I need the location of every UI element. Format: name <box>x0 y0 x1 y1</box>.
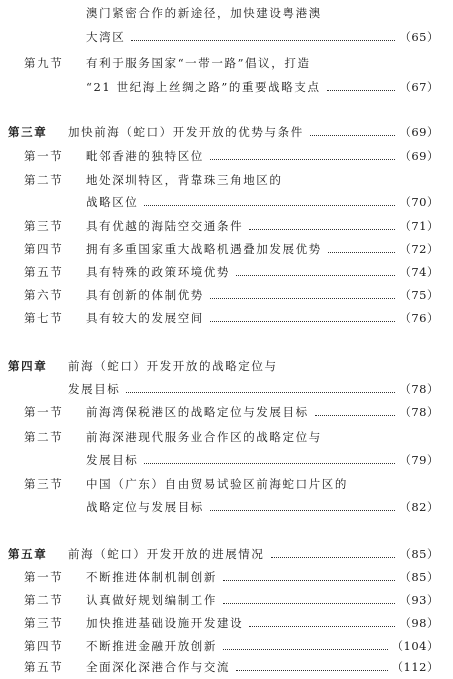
toc-entry-title: 具有特殊的政策环境优势 <box>86 265 231 279</box>
dot-leader <box>210 297 395 299</box>
toc-entry-title: 具有较大的发展空间 <box>86 311 204 325</box>
toc-chapter-line <box>8 123 439 141</box>
toc-section-number: 第二节 <box>24 593 64 607</box>
toc-section-number: 第三节 <box>24 219 64 233</box>
toc-entry-title: 全面深化深港合作与交流 <box>86 660 231 674</box>
toc-page-number: （69） <box>399 149 439 163</box>
toc-line <box>86 28 439 46</box>
toc-page-number: （82） <box>399 500 439 514</box>
toc-section-number: 第四节 <box>24 639 64 653</box>
dot-leader <box>131 39 395 41</box>
toc-entry-title: 前海（蛇口）开发开放的战略定位与 <box>68 359 278 373</box>
toc-page-number: （69） <box>399 125 439 139</box>
toc-section-number: 第五节 <box>24 265 64 279</box>
toc-chapter-line <box>8 357 439 375</box>
toc-section-number: 第二节 <box>24 430 64 444</box>
toc-section-number: 第六节 <box>24 288 64 302</box>
toc-entry-title: “21 世纪海上丝绸之路”的重要战略支点 <box>86 80 321 94</box>
toc-entry-title: 中国（广东）自由贸易试验区前海蛇口片区的 <box>86 477 348 491</box>
toc-page-number: （93） <box>399 593 439 607</box>
toc-entry-title: 前海深港现代服务业合作区的战略定位与 <box>86 430 322 444</box>
dot-leader <box>327 89 396 91</box>
toc-line <box>86 451 439 469</box>
dot-leader <box>210 158 395 160</box>
dot-leader <box>210 509 395 511</box>
toc-page-number: （78） <box>399 405 439 419</box>
toc-entry-title: 战略定位与发展目标 <box>86 500 204 514</box>
toc-page-number: （112） <box>391 660 439 674</box>
toc-entry-title: 地处深圳特区，背靠珠三角地区的 <box>86 173 283 187</box>
toc-entry-title: 不断推进体制机制创新 <box>86 570 217 584</box>
toc-page-number: （76） <box>399 311 439 325</box>
toc-line <box>24 658 439 676</box>
dot-leader <box>315 414 396 416</box>
dot-leader <box>144 204 395 206</box>
toc-line <box>86 498 439 516</box>
toc-entry-title: 大湾区 <box>86 30 126 44</box>
toc-chapter-number: 第五章 <box>8 547 48 561</box>
toc-entry-title: 发展目标 <box>68 382 121 396</box>
toc-entry-title: 具有创新的体制优势 <box>86 288 204 302</box>
dot-leader <box>249 625 395 627</box>
dot-leader <box>236 274 395 276</box>
toc-line <box>24 217 439 235</box>
toc-chapter-number: 第四章 <box>8 359 48 373</box>
toc-entry-title: 认真做好规划编制工作 <box>86 593 217 607</box>
toc-entry-title: 前海湾保税港区的战略定位与发展目标 <box>86 405 309 419</box>
toc-entry-title: 战略区位 <box>86 195 139 209</box>
toc-line <box>24 568 439 586</box>
dot-leader <box>126 391 395 393</box>
toc-line <box>24 637 439 655</box>
dot-leader <box>210 320 395 322</box>
toc-page-number: （72） <box>399 242 439 256</box>
toc-entry-title: 有利于服务国家“一带一路”倡议，打造 <box>86 56 311 70</box>
toc-page-number: （78） <box>399 382 439 396</box>
toc-page-number: （79） <box>399 453 439 467</box>
toc-page-number: （74） <box>399 265 439 279</box>
toc-page-number: （85） <box>399 570 439 584</box>
dot-leader <box>310 134 396 136</box>
toc-line <box>24 475 439 493</box>
toc-entry-title: 具有优越的海陆空交通条件 <box>86 219 244 233</box>
toc-section-number: 第一节 <box>24 570 64 584</box>
dot-leader <box>223 648 388 650</box>
toc-section-number: 第一节 <box>24 149 64 163</box>
toc-line <box>24 286 439 304</box>
toc-line <box>24 309 439 327</box>
dot-leader <box>249 228 395 230</box>
toc-section-number: 第九节 <box>24 56 64 70</box>
dot-leader <box>236 669 387 671</box>
toc-entry-title: 发展目标 <box>86 453 139 467</box>
toc-line <box>24 591 439 609</box>
toc-entry-title: 不断推进金融开放创新 <box>86 639 217 653</box>
toc-page-number: （70） <box>399 195 439 209</box>
dot-leader <box>223 579 395 581</box>
toc-line <box>24 147 439 165</box>
toc-line <box>86 78 439 96</box>
toc-section-number: 第一节 <box>24 405 64 419</box>
toc-entry-title: 澳门紧密合作的新途径，加快建设粤港澳 <box>86 6 322 20</box>
toc-line <box>24 171 439 189</box>
toc-line <box>86 193 439 211</box>
toc-line <box>24 240 439 258</box>
toc-section-number: 第五节 <box>24 660 64 674</box>
dot-leader <box>271 556 396 558</box>
toc-line <box>24 614 439 632</box>
dot-leader <box>223 602 395 604</box>
toc-line <box>24 428 439 446</box>
toc-chapter-line <box>8 545 439 563</box>
toc-page-number: （104） <box>391 639 439 653</box>
toc-section-number: 第二节 <box>24 173 64 187</box>
toc-line <box>86 4 439 22</box>
toc-entry-title: 毗邻香港的独特区位 <box>86 149 204 163</box>
toc-line <box>68 380 439 398</box>
toc-entry-title: 前海（蛇口）开发开放的进展情况 <box>68 547 265 561</box>
toc-page-number: （85） <box>399 547 439 561</box>
toc-page-number: （65） <box>399 30 439 44</box>
toc-section-number: 第三节 <box>24 616 64 630</box>
toc-entry-title: 加快前海（蛇口）开发开放的优势与条件 <box>68 125 304 139</box>
toc-line <box>24 263 439 281</box>
toc-entry-title: 加快推进基础设施开发建设 <box>86 616 244 630</box>
toc-section-number: 第三节 <box>24 477 64 491</box>
toc-page-number: （75） <box>399 288 439 302</box>
toc-entry-title: 拥有多重国家重大战略机遇叠加发展优势 <box>86 242 322 256</box>
toc-page-number: （71） <box>399 219 439 233</box>
toc-section-number: 第七节 <box>24 311 64 325</box>
toc-line <box>24 403 439 421</box>
dot-leader <box>328 251 396 253</box>
toc-page-number: （98） <box>399 616 439 630</box>
toc-chapter-number: 第三章 <box>8 125 48 139</box>
toc-section-number: 第四节 <box>24 242 64 256</box>
dot-leader <box>144 462 395 464</box>
toc-line <box>24 54 439 72</box>
toc-page-number: （67） <box>399 80 439 94</box>
